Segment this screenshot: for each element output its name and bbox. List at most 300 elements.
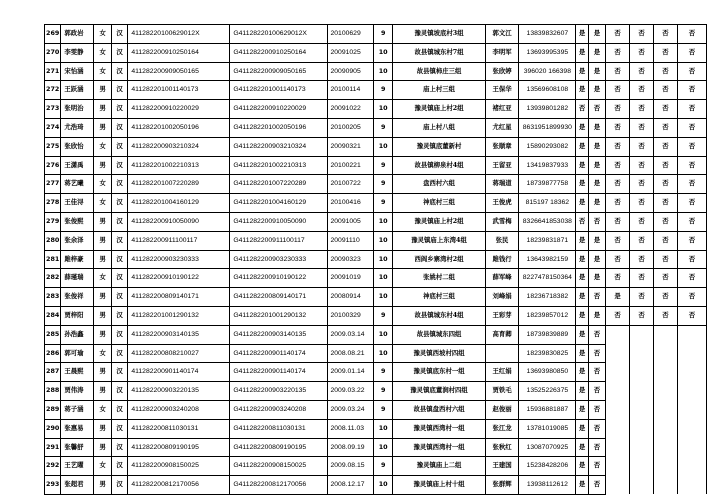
table-row bbox=[45, 100, 707, 119]
address-cell: 豫灵镇庙上村十组 bbox=[393, 476, 485, 495]
student-name-cell: 薛瑾瑞 bbox=[61, 269, 94, 288]
student-code-cell: G411282201002210313 bbox=[230, 156, 327, 175]
student-code-cell: G411282200903240208 bbox=[230, 400, 327, 419]
address-cell: 庙上村八组 bbox=[393, 118, 485, 137]
address-cell: 故县镇城东村4组 bbox=[393, 306, 485, 325]
phone-number-cell: 396020 166398 bbox=[519, 62, 576, 81]
flag-1-cell: 否 bbox=[576, 100, 588, 119]
gender-cell: 男 bbox=[94, 288, 111, 307]
row-number-cell: 282 bbox=[45, 269, 61, 288]
table-row bbox=[45, 288, 707, 307]
flag-2-cell: 否 bbox=[588, 212, 605, 231]
student-name-cell: 张俊祥 bbox=[61, 288, 94, 307]
gender-cell: 男 bbox=[94, 81, 111, 100]
student-name-cell: 雎梓豪 bbox=[61, 250, 94, 269]
student-code-cell: G411282200911100117 bbox=[230, 231, 327, 250]
gender-cell: 男 bbox=[94, 419, 111, 438]
gender-cell: 女 bbox=[94, 137, 111, 156]
phone-number-cell: 13569608108 bbox=[519, 81, 576, 100]
flag-3-cell: 否 bbox=[606, 43, 630, 62]
address-cell: 豫灵镇庙上东湾4组 bbox=[393, 231, 485, 250]
flag-2-cell: 是 bbox=[588, 62, 605, 81]
flag-4-cell: 否 bbox=[630, 231, 654, 250]
flag-2-cell: 是 bbox=[588, 156, 605, 175]
flag-5-cell: 否 bbox=[654, 156, 678, 175]
age-cell: 10 bbox=[373, 438, 392, 457]
student-code-cell: G411282200910220029 bbox=[230, 100, 327, 119]
table-row bbox=[45, 269, 707, 288]
flag-4-cell: 否 bbox=[630, 62, 654, 81]
flag-3-cell: 否 bbox=[606, 156, 630, 175]
row-number-cell: 276 bbox=[45, 156, 61, 175]
table-row bbox=[45, 62, 707, 81]
age-cell: 10 bbox=[373, 100, 392, 119]
student-code-cell: G411282200811030131 bbox=[230, 419, 327, 438]
flag-1-cell: 否 bbox=[576, 212, 588, 231]
row-number-cell: 272 bbox=[45, 81, 61, 100]
guardian-name-cell: 王俊虎 bbox=[485, 194, 519, 213]
address-cell: 西阎乡寨湾村2组 bbox=[393, 250, 485, 269]
age-cell: 9 bbox=[373, 457, 392, 476]
birth-date-cell: 20100205 bbox=[327, 118, 373, 137]
flag-2-cell: 否 bbox=[588, 344, 605, 363]
row-number-cell: 286 bbox=[45, 344, 61, 363]
student-name-cell: 尤浩琦 bbox=[61, 118, 94, 137]
flag-3-cell: 否 bbox=[606, 25, 630, 44]
birth-date-cell: 20091025 bbox=[327, 43, 373, 62]
flag-5-cell: 否 bbox=[654, 118, 678, 137]
ethnicity-cell: 汉 bbox=[111, 231, 128, 250]
flag-2-cell: 是 bbox=[588, 306, 605, 325]
birth-date-cell: 20091005 bbox=[327, 212, 373, 231]
student-name-cell: 蒋艺曦 bbox=[61, 175, 94, 194]
flag-5-cell bbox=[654, 344, 678, 363]
flag-3-cell: 是 bbox=[606, 288, 630, 307]
flag-5-cell: 否 bbox=[654, 62, 678, 81]
flag-5-cell bbox=[654, 363, 678, 382]
flag-2-cell: 是 bbox=[588, 175, 605, 194]
ethnicity-cell: 汉 bbox=[111, 344, 128, 363]
phone-number-cell: 18239830825 bbox=[519, 344, 576, 363]
age-cell: 9 bbox=[373, 382, 392, 401]
gender-cell: 女 bbox=[94, 175, 111, 194]
flag-1-cell: 是 bbox=[576, 231, 588, 250]
table-row bbox=[45, 306, 707, 325]
flag-4-cell bbox=[630, 400, 654, 419]
id-number-cell: 411282200910250164 bbox=[128, 43, 230, 62]
flag-1-cell: 是 bbox=[576, 288, 588, 307]
gender-cell: 男 bbox=[94, 118, 111, 137]
age-cell: 10 bbox=[373, 43, 392, 62]
age-cell: 9 bbox=[373, 194, 392, 213]
birth-date-cell: 20091019 bbox=[327, 269, 373, 288]
flag-5-cell: 否 bbox=[654, 250, 678, 269]
flag-4-cell: 否 bbox=[630, 43, 654, 62]
table-row bbox=[45, 382, 707, 401]
student-name-cell: 王潇禹 bbox=[61, 156, 94, 175]
flag-2-cell: 否 bbox=[588, 400, 605, 419]
student-code-cell: G411282200901140174 bbox=[230, 363, 327, 382]
row-number-cell: 274 bbox=[45, 118, 61, 137]
flag-2-cell: 是 bbox=[588, 194, 605, 213]
birth-date-cell: 20100221 bbox=[327, 156, 373, 175]
address-cell: 豫灵镇底董新村 bbox=[393, 137, 485, 156]
flag-5-cell: 否 bbox=[654, 81, 678, 100]
id-number-cell: 411282200903220135 bbox=[128, 382, 230, 401]
gender-cell: 女 bbox=[94, 457, 111, 476]
flag-6-cell: 否 bbox=[677, 288, 706, 307]
age-cell: 9 bbox=[373, 400, 392, 419]
table-row bbox=[45, 476, 707, 495]
row-number-cell: 278 bbox=[45, 194, 61, 213]
student-name-cell: 张惠易 bbox=[61, 419, 94, 438]
age-cell: 10 bbox=[373, 62, 392, 81]
phone-number-cell: 815197 18362 bbox=[519, 194, 576, 213]
phone-number-cell: 15890293082 bbox=[519, 137, 576, 156]
guardian-name-cell: 王留亚 bbox=[485, 156, 519, 175]
phone-number-cell: 13419837933 bbox=[519, 156, 576, 175]
flag-4-cell: 否 bbox=[630, 100, 654, 119]
flag-1-cell: 是 bbox=[576, 476, 588, 495]
flag-5-cell bbox=[654, 400, 678, 419]
address-cell: 故县镇盘西村六组 bbox=[393, 400, 485, 419]
flag-3-cell bbox=[606, 476, 630, 495]
id-number-cell: 411282200910190122 bbox=[128, 269, 230, 288]
flag-1-cell: 是 bbox=[576, 306, 588, 325]
ethnicity-cell: 汉 bbox=[111, 212, 128, 231]
flag-4-cell: 否 bbox=[630, 250, 654, 269]
ethnicity-cell: 汉 bbox=[111, 457, 128, 476]
gender-cell: 男 bbox=[94, 306, 111, 325]
id-number-cell: 411282200812170056 bbox=[128, 476, 230, 495]
flag-2-cell: 否 bbox=[588, 457, 605, 476]
birth-date-cell: 2009.03.24 bbox=[327, 400, 373, 419]
flag-6-cell: 否 bbox=[677, 175, 706, 194]
flag-1-cell: 是 bbox=[576, 382, 588, 401]
phone-number-cell: 13939801282 bbox=[519, 100, 576, 119]
gender-cell: 男 bbox=[94, 363, 111, 382]
student-code-cell: G411282200910250164 bbox=[230, 43, 327, 62]
age-cell: 10 bbox=[373, 137, 392, 156]
flag-5-cell: 否 bbox=[654, 25, 678, 44]
phone-number-cell: 13693980850 bbox=[519, 363, 576, 382]
flag-2-cell: 否 bbox=[588, 288, 605, 307]
row-number-cell: 277 bbox=[45, 175, 61, 194]
flag-6-cell bbox=[677, 457, 706, 476]
ethnicity-cell: 汉 bbox=[111, 25, 128, 44]
phone-number-cell: 13643982159 bbox=[519, 250, 576, 269]
flag-6-cell: 否 bbox=[677, 231, 706, 250]
flag-6-cell: 否 bbox=[677, 81, 706, 100]
flag-4-cell bbox=[630, 325, 654, 344]
birth-date-cell: 2008.08.21 bbox=[327, 344, 373, 363]
ethnicity-cell: 汉 bbox=[111, 400, 128, 419]
flag-1-cell: 是 bbox=[576, 457, 588, 476]
student-code-cell: G411282200901140174 bbox=[230, 344, 327, 363]
phone-number-cell: 13938112612 bbox=[519, 476, 576, 495]
id-number-cell: 411282200903140135 bbox=[128, 325, 230, 344]
flag-6-cell: 否 bbox=[677, 62, 706, 81]
row-number-cell: 273 bbox=[45, 100, 61, 119]
phone-number-cell: 8227478150364 bbox=[519, 269, 576, 288]
flag-4-cell: 否 bbox=[630, 156, 654, 175]
id-number-cell: 411282200811030131 bbox=[128, 419, 230, 438]
student-code-cell: G411282201001140173 bbox=[230, 81, 327, 100]
flag-5-cell: 否 bbox=[654, 288, 678, 307]
guardian-name-cell: 武雪梅 bbox=[485, 212, 519, 231]
flag-1-cell: 是 bbox=[576, 175, 588, 194]
age-cell: 10 bbox=[373, 231, 392, 250]
address-cell: 豫灵镇坡底村3组 bbox=[393, 25, 485, 44]
student-code-cell: G411282200910190122 bbox=[230, 269, 327, 288]
flag-3-cell: 否 bbox=[606, 306, 630, 325]
gender-cell: 女 bbox=[94, 43, 111, 62]
address-cell: 豫灵镇西坡村四组 bbox=[393, 344, 485, 363]
ethnicity-cell: 汉 bbox=[111, 43, 128, 62]
flag-3-cell bbox=[606, 325, 630, 344]
flag-1-cell: 是 bbox=[576, 137, 588, 156]
gender-cell: 男 bbox=[94, 325, 111, 344]
flag-6-cell: 否 bbox=[677, 269, 706, 288]
gender-cell: 男 bbox=[94, 476, 111, 495]
gender-cell: 女 bbox=[94, 25, 111, 44]
flag-2-cell: 是 bbox=[588, 118, 605, 137]
gender-cell: 男 bbox=[94, 231, 111, 250]
flag-2-cell: 是 bbox=[588, 137, 605, 156]
row-number-cell: 291 bbox=[45, 438, 61, 457]
birth-date-cell: 20100416 bbox=[327, 194, 373, 213]
ethnicity-cell: 汉 bbox=[111, 325, 128, 344]
birth-date-cell: 20100629 bbox=[327, 25, 373, 44]
flag-3-cell: 否 bbox=[606, 175, 630, 194]
table-row bbox=[45, 231, 707, 250]
flag-1-cell: 是 bbox=[576, 363, 588, 382]
id-number-cell: 411282200903240208 bbox=[128, 400, 230, 419]
flag-6-cell bbox=[677, 419, 706, 438]
flag-4-cell: 否 bbox=[630, 118, 654, 137]
flag-2-cell: 否 bbox=[588, 382, 605, 401]
student-name-cell: 张欣怡 bbox=[61, 137, 94, 156]
row-number-cell: 284 bbox=[45, 306, 61, 325]
guardian-name-cell: 赵俊丽 bbox=[485, 400, 519, 419]
student-name-cell: 张俊熙 bbox=[61, 212, 94, 231]
age-cell: 9 bbox=[373, 363, 392, 382]
phone-number-cell: 8631951899930 bbox=[519, 118, 576, 137]
flag-6-cell bbox=[677, 325, 706, 344]
address-cell: 豫灵镇底东村一组 bbox=[393, 363, 485, 382]
birth-date-cell: 2009.03.22 bbox=[327, 382, 373, 401]
row-number-cell: 275 bbox=[45, 137, 61, 156]
flag-6-cell: 否 bbox=[677, 43, 706, 62]
birth-date-cell: 20090323 bbox=[327, 250, 373, 269]
flag-6-cell: 否 bbox=[677, 250, 706, 269]
guardian-name-cell: 王彩芽 bbox=[485, 306, 519, 325]
address-cell: 张姚村二组 bbox=[393, 269, 485, 288]
ethnicity-cell: 汉 bbox=[111, 288, 128, 307]
flag-4-cell: 否 bbox=[630, 306, 654, 325]
flag-6-cell: 否 bbox=[677, 137, 706, 156]
address-cell: 豫灵镇庙上二组 bbox=[393, 457, 485, 476]
ethnicity-cell: 汉 bbox=[111, 269, 128, 288]
guardian-name-cell: 尤红星 bbox=[485, 118, 519, 137]
student-code-cell: G411282200809140171 bbox=[230, 288, 327, 307]
flag-5-cell bbox=[654, 382, 678, 401]
student-name-cell: 贾伟涛 bbox=[61, 382, 94, 401]
row-number-cell: 271 bbox=[45, 62, 61, 81]
id-number-cell: 411282200908150025 bbox=[128, 457, 230, 476]
age-cell: 9 bbox=[373, 156, 392, 175]
address-cell: 豫灵镇庙上村2组 bbox=[393, 212, 485, 231]
age-cell: 9 bbox=[373, 175, 392, 194]
gender-cell: 女 bbox=[94, 62, 111, 81]
guardian-name-cell: 张欣婷 bbox=[485, 62, 519, 81]
birth-date-cell: 20100329 bbox=[327, 306, 373, 325]
age-cell: 10 bbox=[373, 269, 392, 288]
address-cell: 豫灵镇西湾村一组 bbox=[393, 419, 485, 438]
birth-date-cell: 2008.09.19 bbox=[327, 438, 373, 457]
age-cell: 10 bbox=[373, 250, 392, 269]
flag-6-cell: 否 bbox=[677, 194, 706, 213]
flag-5-cell bbox=[654, 438, 678, 457]
flag-2-cell: 是 bbox=[588, 269, 605, 288]
gender-cell: 男 bbox=[94, 100, 111, 119]
ethnicity-cell: 汉 bbox=[111, 438, 128, 457]
student-name-cell: 郭政岩 bbox=[61, 25, 94, 44]
flag-4-cell: 否 bbox=[630, 137, 654, 156]
id-number-cell: 411282200809140171 bbox=[128, 288, 230, 307]
student-name-cell: 张明治 bbox=[61, 100, 94, 119]
flag-4-cell bbox=[630, 419, 654, 438]
flag-1-cell: 是 bbox=[576, 250, 588, 269]
flag-4-cell: 否 bbox=[630, 269, 654, 288]
table-row bbox=[45, 212, 707, 231]
table-row bbox=[45, 194, 707, 213]
flag-5-cell bbox=[654, 476, 678, 495]
gender-cell: 男 bbox=[94, 212, 111, 231]
table-row bbox=[45, 137, 707, 156]
phone-number-cell: 18739877758 bbox=[519, 175, 576, 194]
row-number-cell: 283 bbox=[45, 288, 61, 307]
guardian-name-cell: 褚红亚 bbox=[485, 100, 519, 119]
phone-number-cell: 8326641853038 bbox=[519, 212, 576, 231]
table-row bbox=[45, 43, 707, 62]
address-cell: 豫灵镇庙上村2组 bbox=[393, 100, 485, 119]
id-number-cell: 411282200909050165 bbox=[128, 62, 230, 81]
table-row bbox=[45, 25, 707, 44]
gender-cell: 女 bbox=[94, 269, 111, 288]
student-code-cell: G411282200909050165 bbox=[230, 62, 327, 81]
guardian-name-cell: 刘峰娟 bbox=[485, 288, 519, 307]
student-name-cell: 宋怡涵 bbox=[61, 62, 94, 81]
address-cell: 庙上村三组 bbox=[393, 81, 485, 100]
id-number-cell: 411282201002210313 bbox=[128, 156, 230, 175]
id-number-cell: 411282200910220029 bbox=[128, 100, 230, 119]
ethnicity-cell: 汉 bbox=[111, 118, 128, 137]
student-name-cell: 孙浩鑫 bbox=[61, 325, 94, 344]
address-cell: 故县镇城东村7组 bbox=[393, 43, 485, 62]
flag-5-cell bbox=[654, 457, 678, 476]
flag-1-cell: 是 bbox=[576, 400, 588, 419]
age-cell: 10 bbox=[373, 476, 392, 495]
id-number-cell: 41128220100629012X bbox=[128, 25, 230, 44]
phone-number-cell: 13839832607 bbox=[519, 25, 576, 44]
student-name-cell: 郭可瑜 bbox=[61, 344, 94, 363]
ethnicity-cell: 汉 bbox=[111, 100, 128, 119]
flag-3-cell bbox=[606, 344, 630, 363]
flag-6-cell: 否 bbox=[677, 306, 706, 325]
flag-5-cell bbox=[654, 325, 678, 344]
phone-number-cell: 13693995395 bbox=[519, 43, 576, 62]
birth-date-cell: 20100114 bbox=[327, 81, 373, 100]
phone-number-cell: 13781019085 bbox=[519, 419, 576, 438]
flag-2-cell: 否 bbox=[588, 476, 605, 495]
guardian-name-cell: 雎钱行 bbox=[485, 250, 519, 269]
guardian-name-cell: 王建国 bbox=[485, 457, 519, 476]
id-number-cell: 411282201007220289 bbox=[128, 175, 230, 194]
row-number-cell: 285 bbox=[45, 325, 61, 344]
birth-date-cell: 2009.08.15 bbox=[327, 457, 373, 476]
flag-3-cell bbox=[606, 382, 630, 401]
phone-number-cell: 15936881887 bbox=[519, 400, 576, 419]
flag-6-cell: 否 bbox=[677, 100, 706, 119]
id-number-cell: 411282201001290132 bbox=[128, 306, 230, 325]
student-roster-table bbox=[44, 24, 707, 495]
row-number-cell: 281 bbox=[45, 250, 61, 269]
id-number-cell: 411282200903210324 bbox=[128, 137, 230, 156]
address-cell: 神底村三组 bbox=[393, 194, 485, 213]
row-number-cell: 287 bbox=[45, 363, 61, 382]
flag-4-cell: 否 bbox=[630, 194, 654, 213]
table-row bbox=[45, 400, 707, 419]
flag-1-cell: 是 bbox=[576, 325, 588, 344]
flag-3-cell: 否 bbox=[606, 81, 630, 100]
ethnicity-cell: 汉 bbox=[111, 382, 128, 401]
flag-4-cell bbox=[630, 344, 654, 363]
student-code-cell: G411282201002050196 bbox=[230, 118, 327, 137]
ethnicity-cell: 汉 bbox=[111, 250, 128, 269]
table-row bbox=[45, 438, 707, 457]
flag-2-cell: 是 bbox=[588, 250, 605, 269]
flag-1-cell: 是 bbox=[576, 344, 588, 363]
gender-cell: 男 bbox=[94, 438, 111, 457]
age-cell: 9 bbox=[373, 81, 392, 100]
flag-3-cell: 否 bbox=[606, 62, 630, 81]
ethnicity-cell: 汉 bbox=[111, 194, 128, 213]
birth-date-cell: 20090905 bbox=[327, 62, 373, 81]
gender-cell: 女 bbox=[94, 400, 111, 419]
id-number-cell: 411282200901140174 bbox=[128, 363, 230, 382]
age-cell: 10 bbox=[373, 344, 392, 363]
phone-number-cell: 18236718382 bbox=[519, 288, 576, 307]
row-number-cell: 279 bbox=[45, 212, 61, 231]
flag-5-cell: 否 bbox=[654, 306, 678, 325]
age-cell: 10 bbox=[373, 419, 392, 438]
flag-3-cell bbox=[606, 457, 630, 476]
student-code-cell: G411282200908150025 bbox=[230, 457, 327, 476]
flag-1-cell: 是 bbox=[576, 43, 588, 62]
age-cell: 10 bbox=[373, 212, 392, 231]
guardian-name-cell: 王红娟 bbox=[485, 363, 519, 382]
flag-4-cell: 否 bbox=[630, 81, 654, 100]
student-code-cell: G411282201007220289 bbox=[230, 175, 327, 194]
birth-date-cell: 20080914 bbox=[327, 288, 373, 307]
flag-6-cell bbox=[677, 382, 706, 401]
birth-date-cell: 20100722 bbox=[327, 175, 373, 194]
flag-5-cell: 否 bbox=[654, 212, 678, 231]
id-number-cell: 411282200911100117 bbox=[128, 231, 230, 250]
flag-5-cell: 否 bbox=[654, 231, 678, 250]
gender-cell: 男 bbox=[94, 382, 111, 401]
